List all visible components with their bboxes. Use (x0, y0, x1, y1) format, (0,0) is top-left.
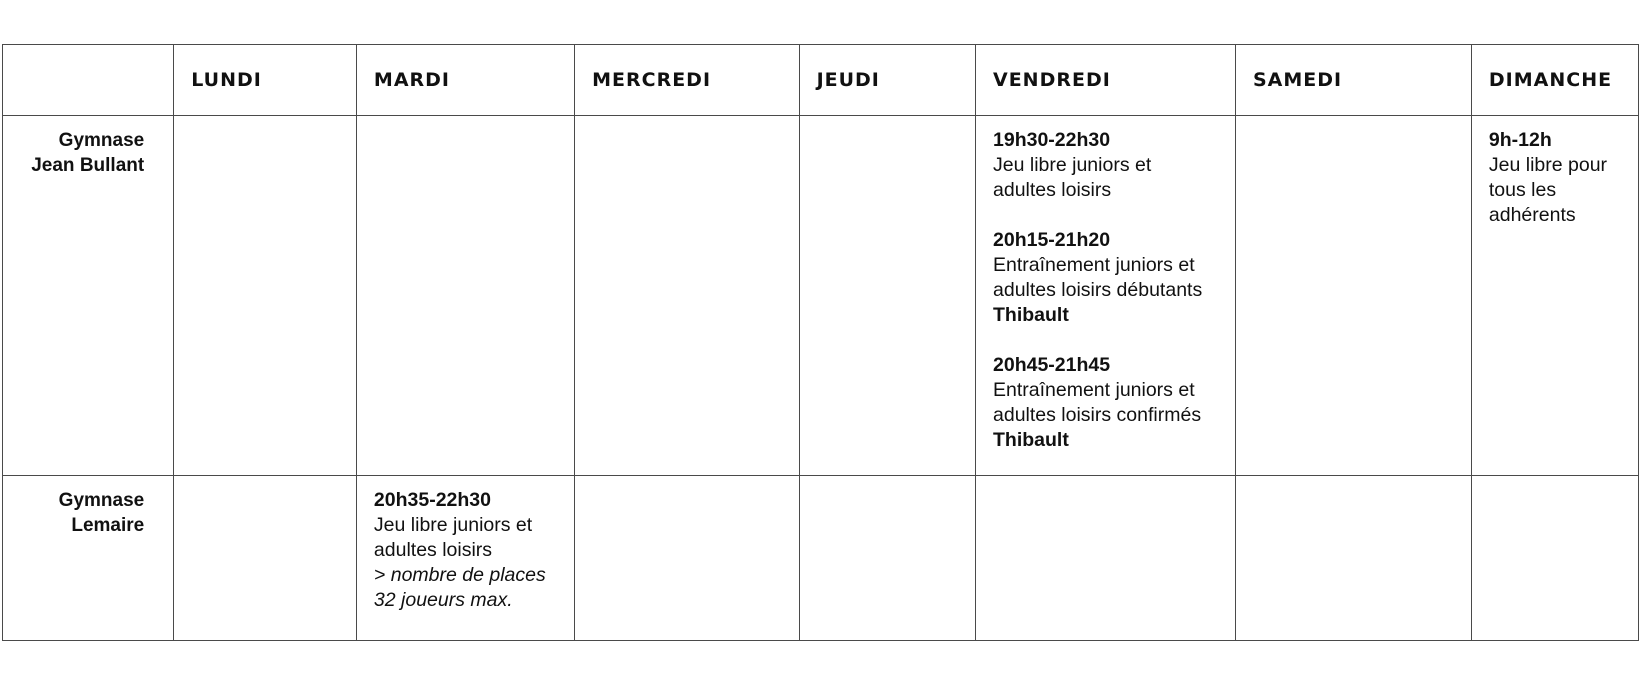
slot-time: 19h30-22h30 (993, 129, 1111, 151)
cell-jb-jeudi (799, 116, 975, 476)
cell-jb-dimanche (1471, 116, 1638, 476)
header-jeudi: JEUDI (799, 45, 975, 116)
slot-jb-vendredi-1 (993, 128, 1218, 203)
slot-description: Jeu libre pour tous les adhérents (1488, 154, 1608, 226)
venue-lemaire (3, 476, 174, 641)
cell-lm-mardi (356, 476, 574, 641)
slot-jb-vendredi-2 (993, 228, 1218, 328)
slot-description: Entraînement juniors et adultes loisirs débutants (993, 254, 1203, 301)
cell-jb-mardi (356, 116, 574, 476)
venue-label-line2: Lemaire (71, 515, 145, 536)
venue-jean-bullant (3, 116, 174, 476)
header-corner (3, 45, 174, 116)
cell-lm-jeudi (799, 476, 975, 641)
header-vendredi: VENDREDI (976, 45, 1236, 116)
slot-jb-dimanche-1 (1489, 128, 1621, 228)
header-dimanche: DIMANCHE (1471, 45, 1638, 116)
slot-time: 20h45-21h45 (993, 354, 1111, 376)
header-row (3, 45, 1639, 116)
slot-description: Jeu libre juniors et adultes loisirs (993, 154, 1152, 201)
row-jean-bullant (3, 116, 1639, 476)
venue-label-line2: Jean Bullant (31, 155, 145, 176)
schedule-table (2, 44, 1639, 641)
slot-description: Jeu libre juniors et adultes loisirs (373, 514, 533, 561)
slot-time: 20h35-22h30 (373, 489, 491, 511)
header-samedi: SAMEDI (1235, 45, 1471, 116)
slot-coach: Thibault (993, 304, 1069, 326)
slot-description: Entraînement juniors et adultes loisirs confirmés (993, 379, 1202, 426)
cell-jb-samedi (1235, 116, 1471, 476)
cell-lm-dimanche (1471, 476, 1638, 641)
venue-label-line1: Gymnase (58, 130, 145, 151)
slot-jb-vendredi-3 (993, 353, 1218, 453)
cell-jb-vendredi (976, 116, 1236, 476)
header-mardi: MARDI (356, 45, 574, 116)
cell-lm-samedi (1235, 476, 1471, 641)
cell-jb-lundi (174, 116, 357, 476)
slot-lm-mardi-1 (374, 488, 557, 613)
cell-lm-vendredi (976, 476, 1236, 641)
row-lemaire (3, 476, 1639, 641)
venue-label-line1: Gymnase (58, 490, 145, 511)
cell-jb-mercredi (575, 116, 799, 476)
header-lundi: LUNDI (174, 45, 357, 116)
slot-time: 20h15-21h20 (993, 229, 1111, 251)
cell-lm-mercredi (575, 476, 799, 641)
slot-time: 9h-12h (1488, 129, 1552, 151)
header-mercredi: MERCREDI (575, 45, 799, 116)
slot-note: > nombre de places 32 joueurs max. (373, 564, 546, 611)
slot-coach: Thibault (993, 429, 1069, 451)
cell-lm-lundi (174, 476, 357, 641)
